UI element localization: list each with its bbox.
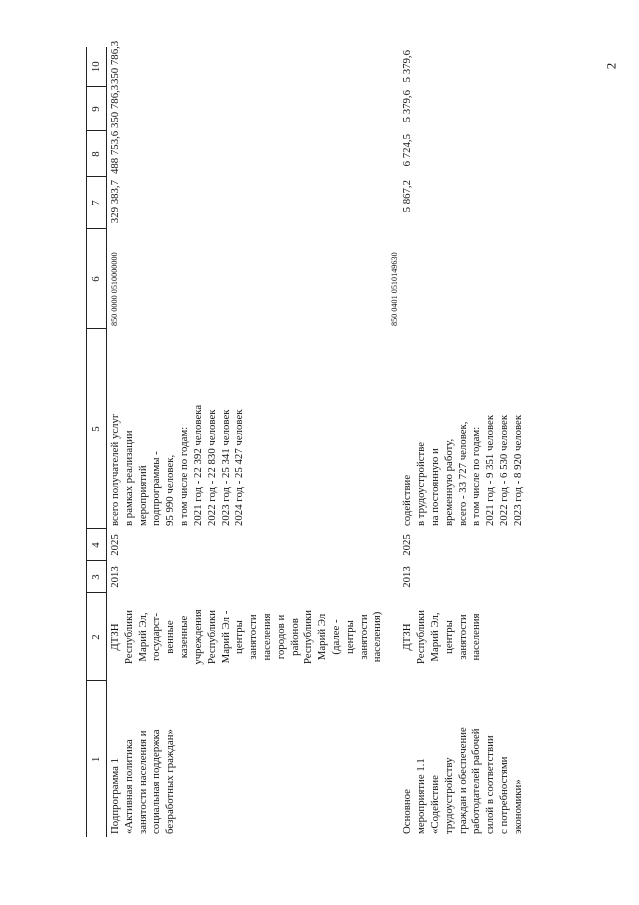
cell-line: на постоянную и <box>428 448 441 526</box>
executor-cell <box>107 593 388 681</box>
cell-line: занятости населения и <box>136 730 149 834</box>
cell-line: в трудоустройстве <box>415 441 428 526</box>
end-year-cell: 2025 <box>109 534 121 556</box>
cell-line: населения <box>470 613 483 661</box>
cell-line: в том числе по годам: <box>470 426 483 526</box>
budget-code-cell: 850 0401 0510149630 <box>390 252 400 326</box>
cell-line: силой в соответствии <box>484 735 497 834</box>
cell-line: трудоустройству <box>442 757 455 834</box>
cell-line: 2024 год - 25 427 человек <box>233 409 246 526</box>
header-cell: 2 <box>87 593 107 681</box>
cell-line: «Активная политика <box>122 739 135 834</box>
cell-line: Основное <box>401 789 414 834</box>
indicator-cell <box>387 329 527 529</box>
cell-line: 2022 год - 22 830 человек <box>205 409 218 526</box>
header-cell: 7 <box>87 177 107 229</box>
cell-line: в том числе по годам: <box>178 426 191 526</box>
cell-line: 2022 год - 6 530 человек <box>497 414 510 526</box>
header-cell: 5 <box>87 329 107 529</box>
cell-line: районов <box>288 618 301 656</box>
cell-line: занятости <box>456 614 469 660</box>
cell-line: содействие <box>401 474 414 526</box>
cell-line: подпрограммы - <box>150 451 163 526</box>
cell-line: казенные <box>178 615 191 659</box>
rotated-table-container <box>86 40 636 837</box>
cell-line: безработных граждан» <box>164 729 177 834</box>
header-cell: 10 <box>87 47 107 87</box>
cell-line: 2023 год - 25 341 человек <box>219 409 232 526</box>
cell-line: всего - 33 727 человек, <box>456 421 469 526</box>
cell-line: Марий Эл <box>316 613 329 661</box>
page-number: 2 <box>603 62 619 70</box>
header-cell: 1 <box>87 681 107 837</box>
cell-line: городов и <box>274 614 287 660</box>
cell-line: венные <box>164 620 177 654</box>
cell-line: занятости <box>357 614 370 660</box>
cell-line: занятости <box>247 614 260 660</box>
cell-line: граждан и обеспечение <box>456 727 469 834</box>
cell-line: экономики» <box>511 779 524 834</box>
program-table <box>86 40 528 837</box>
budget-code-cell: 850 0000 0510000000 <box>110 252 119 326</box>
indicator-cell <box>107 329 388 529</box>
cell-line: Подпрограмма 1 <box>109 757 121 834</box>
cell-line: учреждения <box>191 609 204 665</box>
header-cell: 6 <box>87 229 107 329</box>
table-row <box>107 47 388 837</box>
header-cell: 4 <box>87 529 107 561</box>
cell-line: мероприятие 1.1 <box>415 758 428 834</box>
cell-line: населения) <box>371 611 384 663</box>
value-cell: 488 753,6 <box>109 130 121 174</box>
table-row <box>387 47 527 837</box>
cell-line: Республики <box>415 609 428 665</box>
cell-line: центры <box>233 620 246 654</box>
value-cell: 5 379,6 <box>401 90 414 123</box>
cell-line: Республики <box>302 609 315 665</box>
executor-cell <box>387 593 527 681</box>
cell-line: 2021 год - 9 351 человек <box>484 414 497 526</box>
cell-line: с потребностями <box>497 756 510 834</box>
cell-line: центры <box>343 620 356 654</box>
header-cell: 8 <box>87 131 107 177</box>
cell-line: ДТЗН <box>109 623 121 651</box>
cell-line: ДТЗН <box>401 623 414 651</box>
cell-line: Марий Эл - <box>219 610 232 664</box>
start-year-cell: 2013 <box>109 566 121 588</box>
start-year-cell: 2013 <box>401 566 414 588</box>
cell-line: «Содействие <box>428 775 441 834</box>
header-cell: 3 <box>87 561 107 593</box>
header-row <box>87 47 107 837</box>
cell-line: Республики <box>122 609 135 665</box>
cell-line: мероприятий <box>136 465 149 526</box>
value-cell: 6 724,5 <box>401 134 414 167</box>
value-cell: 350 786,3 <box>109 40 121 84</box>
value-cell: 5 379,6 <box>401 50 414 83</box>
cell-line: (далее - <box>330 619 342 655</box>
value-cell: 329 383,7 <box>109 180 121 224</box>
cell-line: населения <box>260 613 273 661</box>
cell-line: временную работу, <box>442 438 455 526</box>
cell-line: 2021 год - 22 392 человека <box>191 404 204 526</box>
program-name-cell <box>387 681 527 837</box>
cell-line: 2023 год - 8 920 человек <box>511 414 524 526</box>
cell-line: центры <box>442 620 455 654</box>
program-name-cell <box>107 681 388 837</box>
end-year-cell: 2025 <box>401 534 414 556</box>
cell-line: работодателей рабочей <box>470 728 483 834</box>
header-cell: 9 <box>87 87 107 131</box>
cell-line: 95 990 человек, <box>164 454 177 526</box>
cell-line: Марий Эл, <box>136 612 149 662</box>
cell-line: Марий Эл, <box>428 612 441 662</box>
cell-line: всего получателей услуг <box>109 413 121 526</box>
cell-line: Республики <box>205 609 218 665</box>
cell-line: в рамках реализации <box>122 430 135 526</box>
cell-line: социальная поддержка <box>150 729 163 834</box>
cell-line: государст- <box>150 613 163 661</box>
value-cell: 5 867,2 <box>401 180 414 213</box>
value-cell: 350 786,3 <box>109 84 121 128</box>
